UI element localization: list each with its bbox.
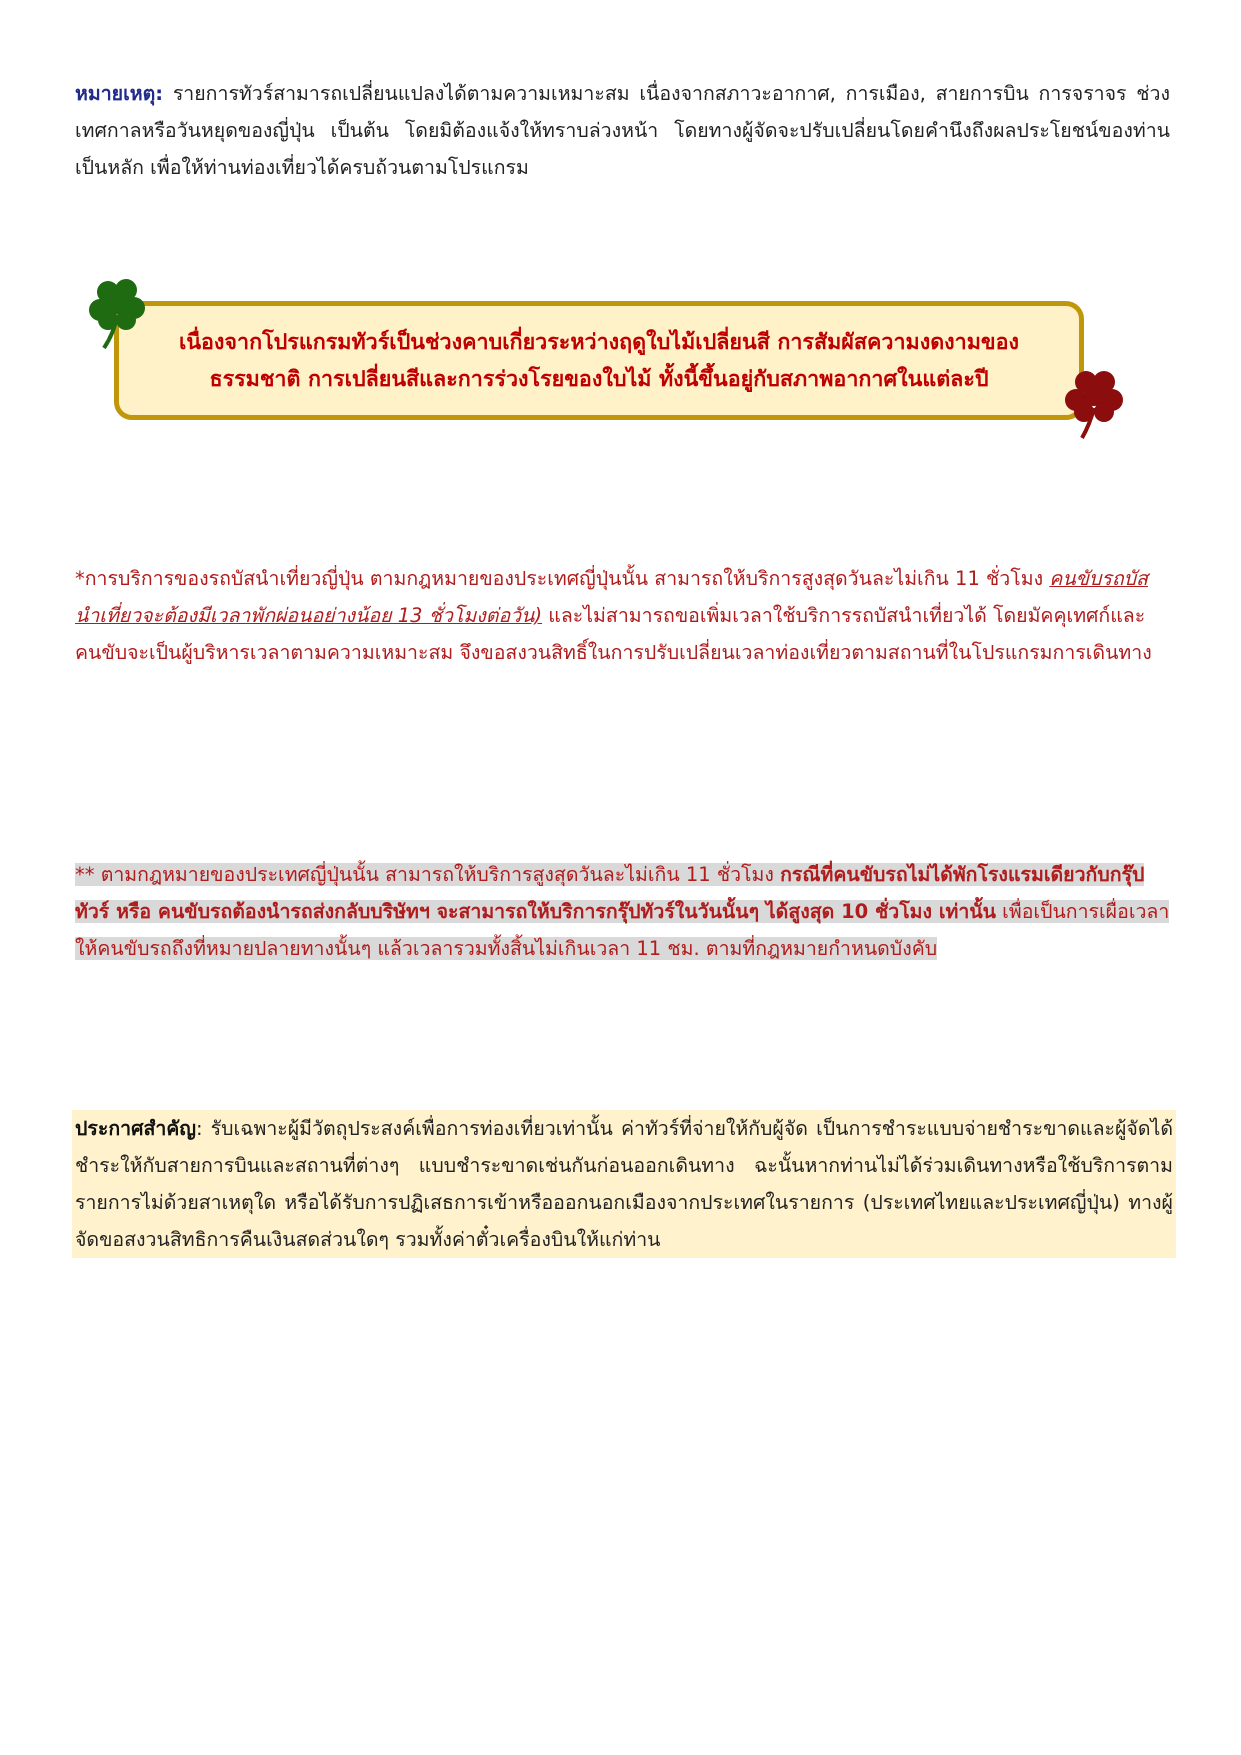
law-bold-text: กรณีที่คนขับรถไม่ได้พักโรงแรมเดียวกับกรุ๊ปทัวร์ หรือ คนขับรถต้องนำรถส่งกลับบริษัทฯ จะสามารถให้บริการกรุ๊ปทัวร์ในวันนั้นๆ ได้สูงสุด 10 ชั่วโมง เท่านั้น [75, 863, 1145, 923]
japan-law-paragraph [75, 856, 1170, 967]
remark-paragraph [75, 75, 1170, 186]
remark-label: หมายเหตุ: [75, 82, 164, 105]
green-clover-icon [86, 278, 152, 350]
law-text-1: ** ตามกฎหมายของประเทศญี่ปุ่นนั้น สามารถให้บริการสูงสุดวันละไม่เกิน 11 ชั่วโมง [75, 863, 781, 886]
autumn-notice-banner [114, 301, 1084, 420]
banner-line-1: เนื่องจากโปรแกรมทัวร์เป็นช่วงคาบเกี่ยวระหว่างฤดูใบไม้เปลี่ยนสี การสัมผัสความงดงามของ [178, 329, 1020, 355]
announcement-label: ประกาศสำคัญ [75, 1117, 196, 1140]
law-text-2: เพื่อเป็นการเผื่อเวลาให้คนขับรถถึงที่หมายปลายทางนั้นๆ แล้วเวลารวมทั้งสิ้นไม่เกินเวลา 11 ชม. ตามที่กฎหมายกำหนดบังคับ [75, 900, 1170, 960]
red-clover-icon [1062, 368, 1128, 440]
remark-text: รายการทัวร์สามารถเปลี่ยนแปลงได้ตามความเหมาะสม เนื่องจากสภาวะอากาศ, การเมือง, สายการบิน การจราจร ช่วงเทศกาลหรือวันหยุดของญี่ปุ่น เป็นต้น โดยมิต้องแจ้งให้ทราบล่วงหน้า โดยทางผู้จัดจะปรับเปลี่ยนโดยคำนึงถึงผลประโยชน์ของท่านเป็นหลัก เพื่อให้ท่านท่องเที่ยวได้ครบถ้วนตามโปรแกรม [75, 82, 1170, 179]
bus-service-italic: คนขับรถบัสนำเที่ยวจะต้องมีเวลาพักผ่อนอย่างน้อย 13 ชั่วโมงต่อวัน) [75, 567, 1148, 627]
announcement-text: : รับเฉพาะผู้มีวัตถุประสงค์เพื่อการท่องเที่ยวเท่านั้น ค่าทัวร์ที่จ่ายให้กับผู้จัด เป็นการชำระแบบจ่ายชำระขาดและผู้จัดได้ชำระให้กับสายการบินและสถานที่ต่างๆ แบบชำระขาดเช่นกันก่อนออกเดินทาง ฉะนั้นหากท่านไม่ได้ร่วมเดินทางหรือใช้บริการตามรายการไม่ด้วยสาเหตุใด หรือได้รับการปฏิเสธการเข้าหรือออกนอกเมืองจากประเทศในรายการ (ประเทศไทยและประเทศญี่ปุ่น) ทางผู้จัดขอสงวนสิทธิการคืนเงินสดส่วนใดๆ รวมทั้งค่าตั๋วเครื่องบินให้แก่ท่าน [75, 1117, 1173, 1251]
banner-line-2: ธรรมชาติ การเปลี่ยนสีและการร่วงโรยของใบไม้ ทั้งนี้ขึ้นอยู่กับสภาพอากาศในแต่ละปี [209, 366, 989, 392]
bus-service-paragraph [75, 560, 1170, 671]
bus-service-text-2: และไม่สามารถขอเพิ่มเวลาใช้บริการรถบัสนำเที่ยวได้ โดยมัคคุเทศก์และคนขับจะเป็นผู้บริหารเวลาตามความเหมาะสม จึงขอสงวนสิทธิ์ในการปรับเปลี่ยนเวลาท่องเที่ยวตามสถานที่ในโปรแกรมการเดินทาง [75, 604, 1152, 664]
important-announcement-paragraph [72, 1110, 1176, 1258]
bus-service-text-1: *การบริการของรถบัสนำเที่ยวญี่ปุ่น ตามกฎหมายของประเทศญี่ปุ่นนั้น สามารถให้บริการสูงสุดวันละไม่เกิน 11 ชั่วโมง [75, 567, 1050, 590]
